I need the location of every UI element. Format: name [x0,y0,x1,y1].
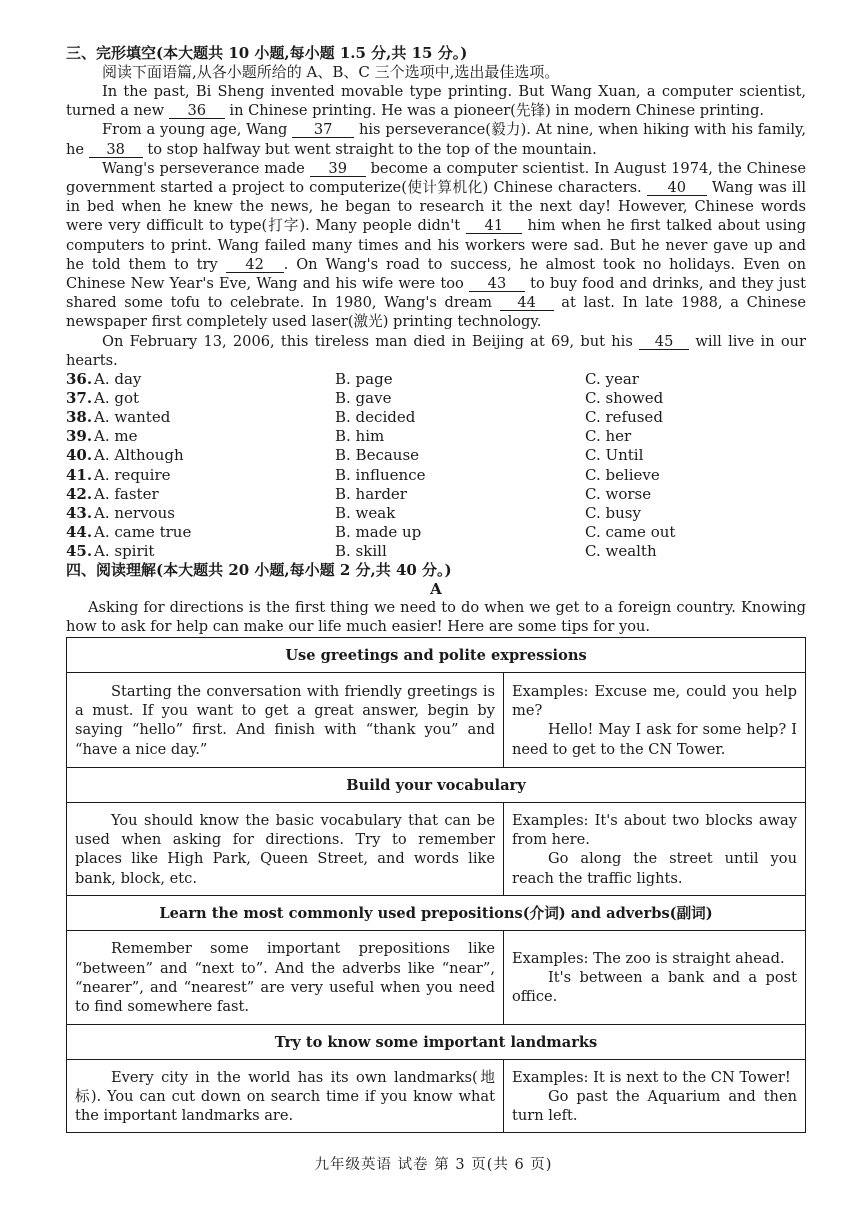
cloze-paragraph-1: In the past, Bi Sheng invented movable type printing. But Wang Xuan, a computer scientist, turned a new 36 in Chinese printing. He was a pioneer(先锋) in modern Chinese printing. [66,83,806,120]
blank-41: 41 [466,218,522,234]
tip-examples-vocabulary: Examples: It's about two blocks away from here. Go along the street until you reach the traffic lights. [504,803,806,896]
option-row-44: 44. A. came true B. made up C. came out [66,522,676,541]
tip-examples-landmarks: Examples: It is next to the CN Tower! Go past the Aquarium and then turn left. [504,1060,806,1133]
blank-38: 38 [89,142,143,158]
blank-45: 45 [639,334,689,350]
section-3-instruction: 阅读下面语篇,从各小题所给的 A、B、C 三个选项中,选出最佳选项。 [102,63,560,81]
option-row-40: 40. A. Although B. Because C. Until [66,446,644,465]
option-row-37: 37. A. got B. gave C. showed [66,389,664,408]
tip-title-vocabulary: Build your vocabulary [67,768,806,803]
passage-letter: A [430,579,442,598]
section-3-heading: 三、完形填空(本大题共 10 小题,每小题 1.5 分,共 15 分。) [66,44,468,62]
option-row-38: 38. A. wanted B. decided C. refused [66,408,663,427]
cloze-paragraph-3: Wang's perseverance made 39 become a computer scientist. In August 1974, the Chinese government started a project to computerize(使计算机化) Chinese characters. 40 Wang was ill in bed when he knew the news, he began to research it the next day! However, Chinese words were very difficult to type(打字). Many people didn't 41 him when he first talked about using computers to print. Wang failed many times and his workers were sad. But he never gave up and he told them to try 42 . On Wang's road to success, he almost took no holidays. Even on Chinese New Year's Eve, Wang and his wife were too 43 to buy food and drinks, and they just shared some tofu to celebrate. In 1980, Wang's dream 44 at last. In late 1988, a Chinese newspaper first completely used laser(激光) printing technology. [66,159,806,331]
tip-description-prepositions: Remember some important prepositions like “between” and “next to”. And the adverbs like “near”, “nearer”, and “nearest” are very useful when you need to find somewhere fast. [67,931,504,1025]
blank-44: 44 [500,295,554,311]
blank-43: 43 [469,276,525,292]
blank-36: 36 [169,103,225,119]
option-row-43: 43. A. nervous B. weak C. busy [66,503,641,522]
page-footer: 九年级英语 试卷 第 3 页(共 6 页) [314,1157,553,1173]
passage-intro: Asking for directions is the first thing we need to do when we get to a foreign country. Knowing how to ask for help can make our life much easier! Here are some tips for you. [66,598,806,636]
tip-examples-prepositions: Examples: The zoo is straight ahead. It's between a bank and a post office. [504,931,806,1025]
exam-page [66,44,806,1133]
option-row-42: 42. A. faster B. harder C. worse [66,484,652,503]
tip-description-vocabulary: You should know the basic vocabulary that can be used when asking for directions. Try to remember places like High Park, Queen Street, and words like bank, block, etc. [67,803,504,896]
cloze-options [66,370,806,561]
blank-42: 42 [226,257,284,273]
blank-37: 37 [292,122,354,138]
option-row-45: 45. A. spirit B. skill C. wealth [66,541,657,560]
cloze-paragraph-2: From a young age, Wang 37 his perseverance(毅力). At nine, when hiking with his family, he 38 to stop halfway but went straight to the top of the mountain. [66,121,806,158]
option-row-39: 39. A. me B. him C. her [66,427,632,446]
tips-table [66,637,806,1133]
option-row-36: 36. A. day B. page C. year [66,370,639,389]
tip-title-landmarks: Try to know some important landmarks [67,1025,806,1060]
section-4-heading: 四、阅读理解(本大题共 20 小题,每小题 2 分,共 40 分。) [66,560,452,579]
tip-title-greetings: Use greetings and polite expressions [67,638,806,673]
blank-39: 39 [310,161,366,177]
tip-examples-greetings: Examples: Excuse me, could you help me? Hello! May I ask for some help? I need to get to the CN Tower. [504,673,806,768]
blank-40: 40 [647,180,707,196]
option-row-41: 41. A. require B. influence C. believe [66,465,660,484]
tip-description-greetings: Starting the conversation with friendly greetings is a must. If you want to get a great answer, begin by saying “hello” first. And finish with “thank you” and “have a nice day.” [67,673,504,768]
tip-title-prepositions: Learn the most commonly used prepositions(介词) and adverbs(副词) [67,896,806,931]
cloze-paragraph-4: On February 13, 2006, this tireless man died in Beijing at 69, but his 45 will live in our hearts. [66,332,807,369]
tip-description-landmarks: Every city in the world has its own landmarks(地标). You can cut down on search time if you know what the important landmarks are. [67,1060,504,1133]
